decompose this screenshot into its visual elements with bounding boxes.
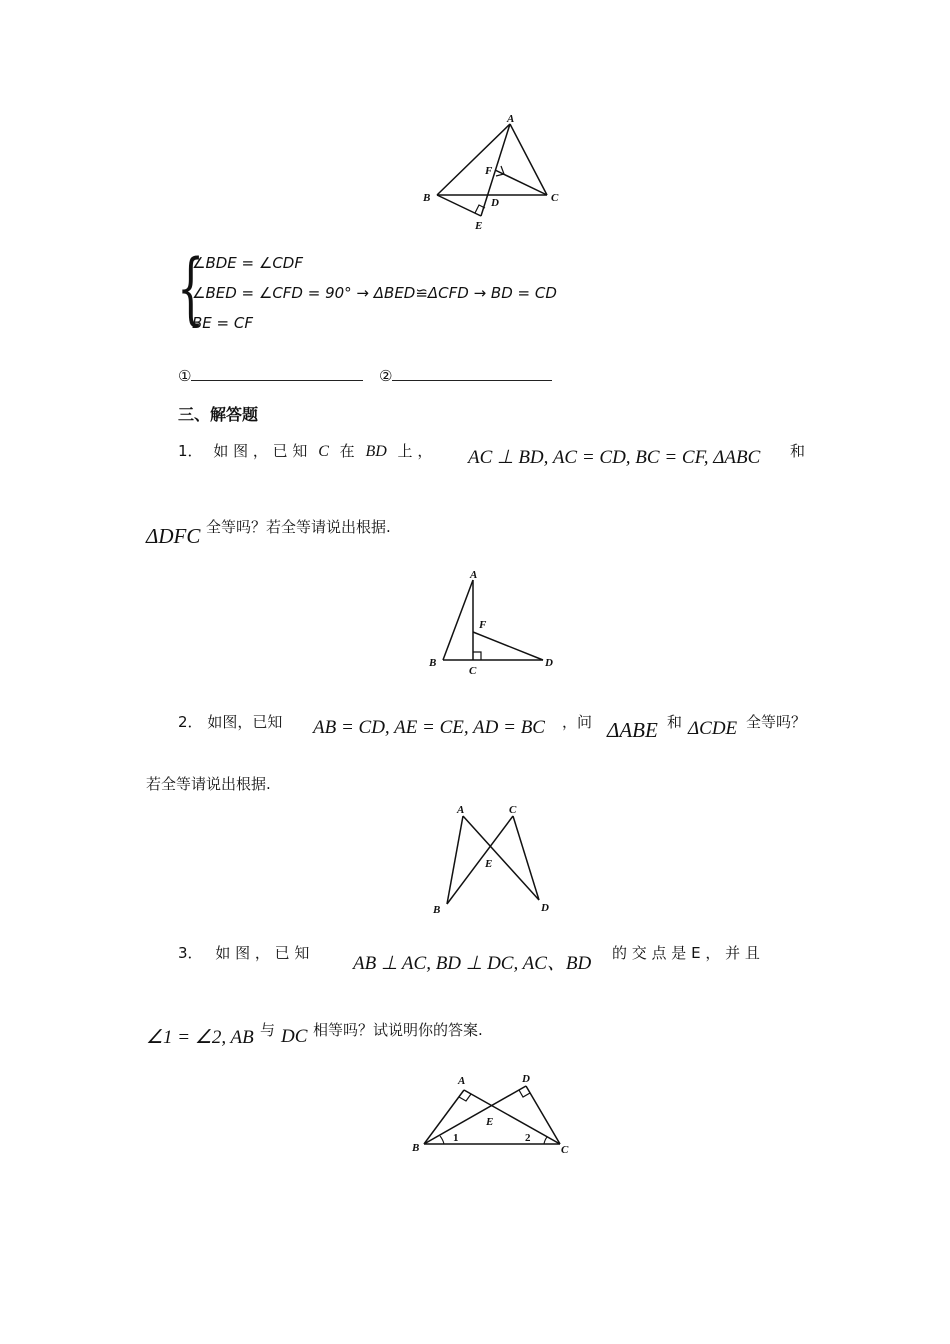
fig3-label-c: C [561, 1144, 569, 1156]
fig0-label-a: A [507, 113, 515, 125]
fig3-label-d: D [522, 1073, 530, 1085]
q2-triangle-1: ΔABE [607, 718, 658, 742]
q2-line-2: 若全等请说出根据. [146, 775, 271, 793]
q3-formula: AB ⊥ AC, BD ⊥ DC, AC、BD [353, 953, 592, 974]
fig1-label-c: C [469, 665, 477, 677]
q2-and: 和 [667, 713, 683, 731]
figure-q1 [425, 566, 565, 681]
fig1-label-f: F [479, 619, 487, 631]
blank-mark-2: ② [379, 367, 393, 385]
q1-var-c: C [318, 443, 329, 460]
q3-text-a: 如 图 ， 已 知 [215, 944, 310, 962]
q3-number: 3． [178, 944, 203, 962]
fig2-label-d: D [541, 902, 549, 914]
q2-formula: AB = CD, AE = CE, AD = BC [313, 717, 545, 738]
fig1-label-d: D [545, 657, 553, 669]
q1-text-c: 上 ， [397, 442, 433, 460]
q2-text-a: 如图，已知 [207, 713, 283, 731]
q1-text-b: 在 [339, 442, 355, 460]
q2-line-1 [178, 711, 282, 732]
fig2-label-a: A [457, 804, 465, 816]
q1-line-1 [178, 440, 432, 461]
fig0-label-e: E [475, 220, 483, 232]
fig1-label-b: B [429, 657, 437, 669]
q3-formula-3: DC [281, 1026, 308, 1047]
q3-with: 与 [260, 1021, 276, 1039]
q1-text-end: 全等吗？若全等请说出根据. [206, 518, 391, 536]
fig0-label-f: F [485, 165, 493, 177]
figure-q2 [425, 800, 565, 920]
q1-number: 1． [178, 442, 203, 460]
fig0-label-b: B [423, 192, 431, 204]
fig2-label-b: B [433, 904, 441, 916]
fig3-label-a: A [458, 1075, 466, 1087]
fig3-label-e: E [486, 1116, 494, 1128]
blank-line-1[interactable] [191, 366, 363, 381]
q3-text-b: 的 交 点 是 E ， 并 且 [612, 944, 760, 962]
q1-formula-2: ΔDFC [146, 524, 201, 548]
system-line-1: ∠BDE = ∠CDF [192, 254, 303, 272]
blank-row [178, 366, 552, 385]
system-brace: { [177, 244, 205, 334]
fig1-label-a: A [470, 569, 478, 581]
q3-formula-2: ∠1 = ∠2, AB [146, 1027, 254, 1048]
q2-text-c: 全等吗？ [746, 713, 807, 731]
q2-text-b: ，问 [562, 713, 593, 731]
fig2-label-e: E [485, 858, 493, 870]
fig3-label-1: 1 [453, 1132, 459, 1144]
figure-q3 [410, 1068, 580, 1160]
q1-formula: AC ⊥ BD, AC = CD, BC = CF, ΔABC [468, 447, 761, 468]
q3-line-1-start [178, 942, 309, 963]
fig3-label-b: B [412, 1142, 420, 1154]
fig2-label-c: C [509, 804, 517, 816]
fig3-label-2: 2 [525, 1132, 531, 1144]
fig0-label-c: C [551, 192, 559, 204]
section-title: 三、解答题 [178, 405, 259, 424]
fig0-label-d: D [491, 197, 499, 209]
q2-number: 2． [178, 713, 203, 731]
system-line-2: ∠BED = ∠CFD = 90° → ΔBED≌ΔCFD → BD = CD [192, 284, 557, 302]
figure-triangle-abc-bedcfd [415, 112, 575, 237]
q3-text-end: 相等吗？试说明你的答案. [313, 1021, 483, 1039]
q1-and: 和 [790, 442, 806, 460]
q1-var-bd: BD [365, 443, 387, 460]
q2-triangle-2: ΔCDE [688, 718, 738, 739]
blank-mark-1: ① [178, 367, 192, 385]
blank-line-2[interactable] [392, 366, 552, 381]
q1-text-a: 如 图 ， 已 知 [213, 442, 308, 460]
system-line-3: BE = CF [192, 314, 253, 332]
